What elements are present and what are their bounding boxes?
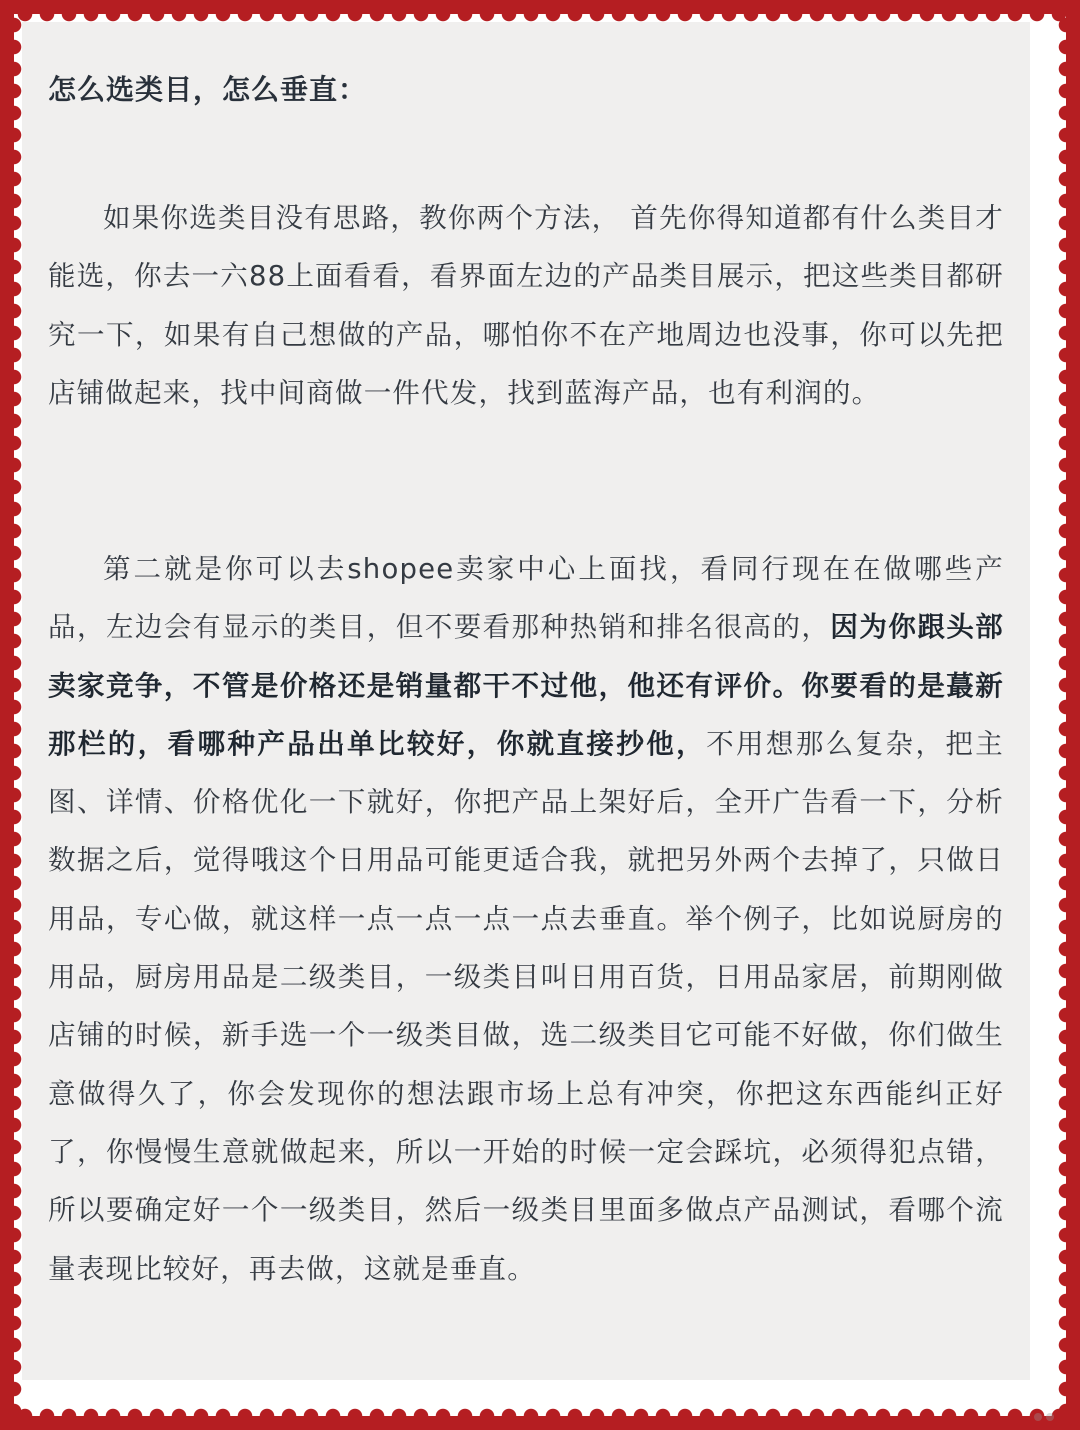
paragraph-2-bold-text: 因为你跟头部卖家竞争，不管是价格还是销量都干不过他，他还有评价。你要看的是蕞新那栏的，看哪种产品出单比较好，你就直接抄他， [48, 611, 1004, 760]
more-dots-icon [1034, 1410, 1062, 1424]
article-heading: 怎么选类目，怎么垂直： [48, 73, 368, 106]
paragraph-2-text-a: 第二就是你可以去shopee卖家中心上面找，看同行现在在做哪些产品，左边会有显示的类目，但不要看那种热销和排名很高的， [48, 553, 1004, 644]
paragraph-1: 如果你选类目没有思路，教你两个方法， 首先你得知道都有什么类目才能选，你去一六88上面看看，看界面左边的产品类目展示，把这些类目都研究一下，如果有自己想做的产品，哪怕你不在产地周边也没事，你可以先把店铺做起来，找中间商做一件代发，找到蓝海产品，也有利润的。 [48, 202, 1004, 409]
paragraph-2 [48, 540, 1004, 1298]
paragraph-2-text-b: 不用想那么复杂，把主图、详情、价格优化一下就好，你把产品上架好后，全开广告看一下，分析数据之后，觉得哦这个日用品可能更适合我，就把另外两个去掉了，只做日用品，专心做，就这样一点一点一点一点去垂直。举个例子，比如说厨房的用品，厨房用品是二级类目，一级类目叫日用百货，日用品家居，前期刚做店铺的时候，新手选一个一级类目做，选二级类目它可能不好做，你们做生意做得久了，你会发现你的想法跟市场上总有冲突，你把这东西能纠正好了，你慢慢生意就做起来，所以一开始的时候一定会踩坑，必须得犯点错，所以要确定好一个一级类目，然后一级类目里面多做点产品测试，看哪个流量表现比较好，再去做，这就是垂直。 [48, 727, 1004, 1285]
article-card [22, 22, 1030, 1380]
